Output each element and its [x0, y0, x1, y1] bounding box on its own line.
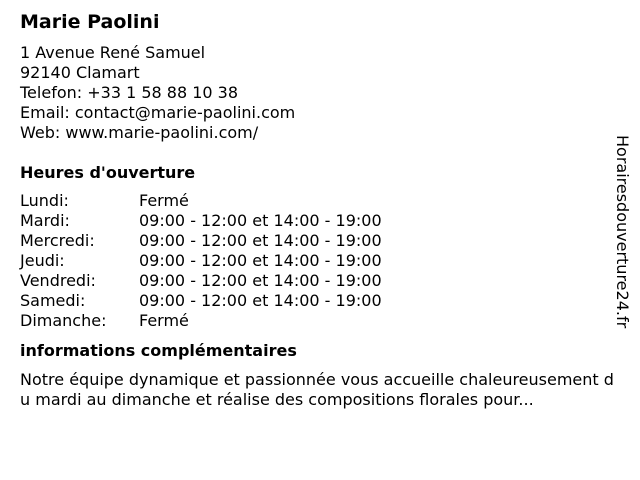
hours-title: Heures d'ouverture — [20, 163, 196, 182]
hours-day: Mardi: — [20, 211, 70, 230]
hours-day: Dimanche: — [20, 311, 107, 330]
hours-time: 09:00 - 12:00 et 14:00 - 19:00 — [139, 291, 382, 310]
business-card — [20, 10, 620, 410]
hours-time: 09:00 - 12:00 et 14:00 - 19:00 — [139, 231, 382, 250]
business-name: Marie Paolini — [20, 11, 160, 33]
hours-day: Lundi: — [20, 191, 69, 210]
hours-row — [20, 311, 620, 331]
info-title: informations complémentaires — [20, 341, 297, 360]
web-line: Web: www.marie-paolini.com/ — [20, 123, 259, 142]
hours-time: 09:00 - 12:00 et 14:00 - 19:00 — [139, 271, 382, 290]
hours-day: Jeudi: — [20, 251, 65, 270]
hours-row — [20, 191, 620, 211]
hours-day: Samedi: — [20, 291, 86, 310]
hours-row — [20, 271, 620, 291]
address-city: 92140 Clamart — [20, 63, 140, 82]
hours-time: 09:00 - 12:00 et 14:00 - 19:00 — [139, 251, 382, 270]
watermark-text: Horairesdouverture24.fr — [613, 135, 632, 329]
hours-row — [20, 291, 620, 311]
hours-day: Mercredi: — [20, 231, 95, 250]
info-text: Notre équipe dynamique et passionnée vous accueille chaleureusement du mardi au dimanche et réalise des compositions florales pour... — [20, 370, 614, 409]
hours-day: Vendredi: — [20, 271, 96, 290]
hours-row — [20, 251, 620, 271]
address-street: 1 Avenue René Samuel — [20, 43, 206, 62]
hours-time: 09:00 - 12:00 et 14:00 - 19:00 — [139, 211, 382, 230]
hours-time: Fermé — [139, 311, 189, 330]
hours-row — [20, 211, 620, 231]
phone-line: Telefon: +33 1 58 88 10 38 — [20, 83, 239, 102]
contact-block — [20, 43, 620, 143]
hours-time: Fermé — [139, 191, 189, 210]
email-line: Email: contact@marie-paolini.com — [20, 103, 296, 122]
hours-table — [20, 191, 620, 331]
hours-row — [20, 231, 620, 251]
